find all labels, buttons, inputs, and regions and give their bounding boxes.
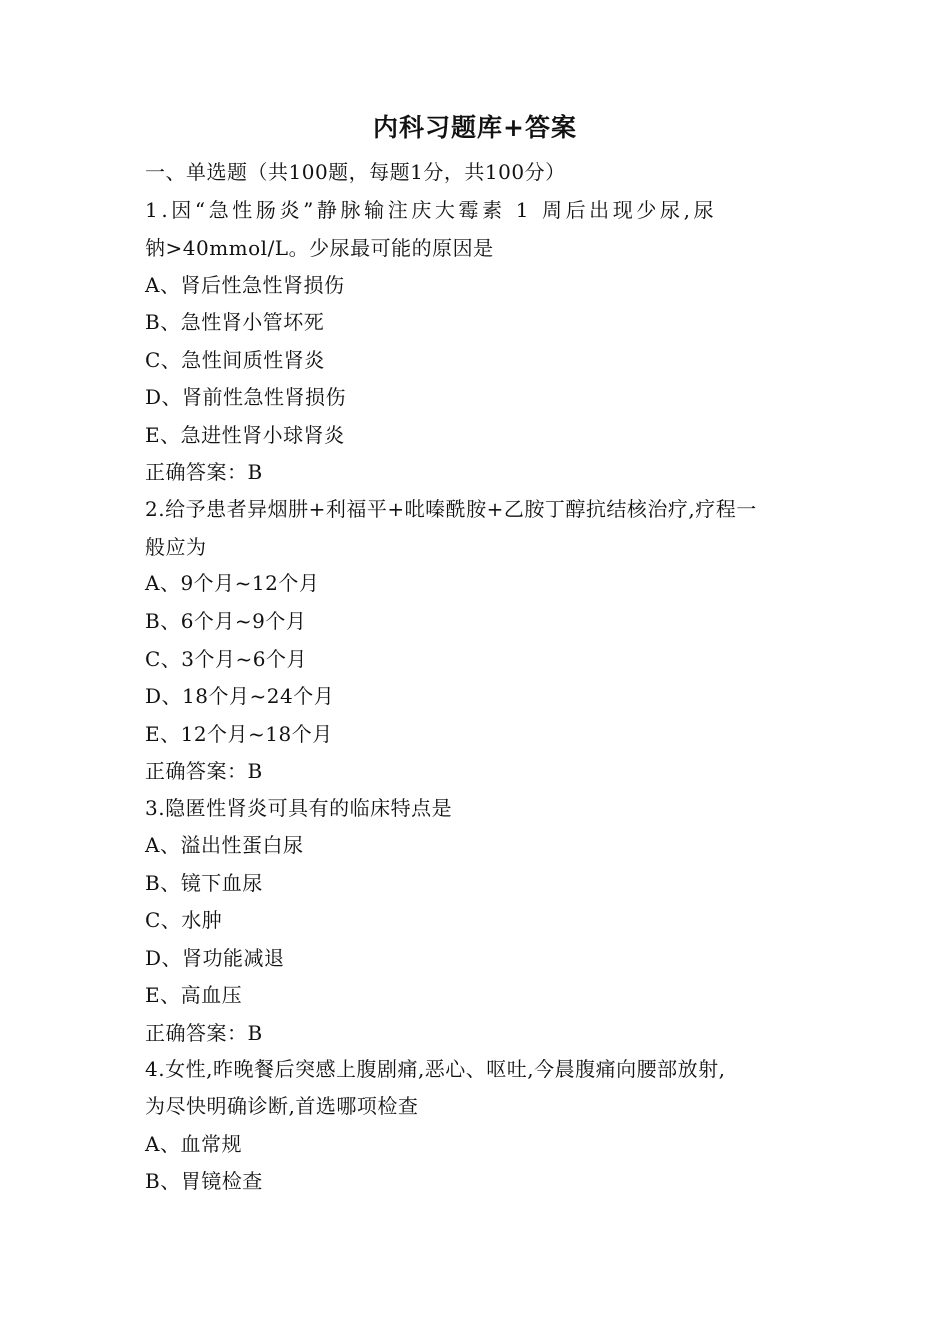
question-2-option-a: A、9个月~12个月 — [145, 571, 320, 595]
question-3-option-d: D、肾功能减退 — [145, 946, 285, 970]
question-2-stem-line-1: 2.给予患者异烟肼+利福平+吡嗪酰胺+乙胺丁醇抗结核治疗,疗程一 — [145, 497, 757, 521]
question-3-option-b: B、镜下血尿 — [145, 871, 263, 895]
question-2-stem-line-2: 般应为 — [145, 535, 207, 559]
section-heading: 一、单选题（共100题，每题1分，共100分） — [145, 160, 566, 184]
question-1-stem-line-2: 钠>40mmol/L。少尿最可能的原因是 — [145, 236, 494, 260]
answer-label: 正确答案： — [145, 1021, 248, 1045]
question-4-option-a: A、血常规 — [145, 1132, 242, 1156]
question-2-option-b: B、6个月~9个月 — [145, 609, 307, 633]
answer-label: 正确答案： — [145, 460, 248, 484]
question-3-option-a: A、溢出性蛋白尿 — [145, 833, 304, 857]
question-3-option-c: C、水肿 — [145, 908, 223, 932]
question-1-option-e: E、急进性肾小球肾炎 — [145, 423, 345, 447]
question-4-stem-line-2: 为尽快明确诊断,首选哪项检查 — [145, 1094, 419, 1118]
question-3-answer — [145, 1019, 810, 1047]
question-3-option-e: E、高血压 — [145, 983, 243, 1007]
question-3-stem-line-1: 3.隐匿性肾炎可具有的临床特点是 — [145, 796, 453, 820]
question-1-answer — [145, 458, 810, 486]
question-2-option-e: E、12个月~18个月 — [145, 722, 333, 746]
question-1-option-a: A、肾后性急性肾损伤 — [145, 273, 345, 297]
answer-label: 正确答案： — [145, 759, 248, 783]
question-2-option-d: D、18个月~24个月 — [145, 684, 335, 708]
question-4-option-b: B、胃镜检查 — [145, 1169, 263, 1193]
question-1-stem-line-1: 1.因“急性肠炎”静脉输注庆大霉素 1 周后出现少尿,尿 — [145, 198, 718, 222]
question-4-stem-line-1: 4.女性,昨晚餐后突感上腹剧痛,恶心、呕吐,今晨腹痛向腰部放射, — [145, 1057, 726, 1081]
question-1-option-d: D、肾前性急性肾损伤 — [145, 385, 347, 409]
question-1-option-c: C、急性间质性肾炎 — [145, 348, 325, 372]
question-2-option-c: C、3个月~6个月 — [145, 647, 308, 671]
answer-value: B — [247, 759, 263, 783]
question-2-answer — [145, 757, 810, 785]
answer-value: B — [247, 460, 263, 484]
document-title: 内科习题库+答案 — [373, 113, 577, 142]
answer-value: B — [247, 1021, 263, 1045]
question-1-option-b: B、急性肾小管坏死 — [145, 310, 325, 334]
